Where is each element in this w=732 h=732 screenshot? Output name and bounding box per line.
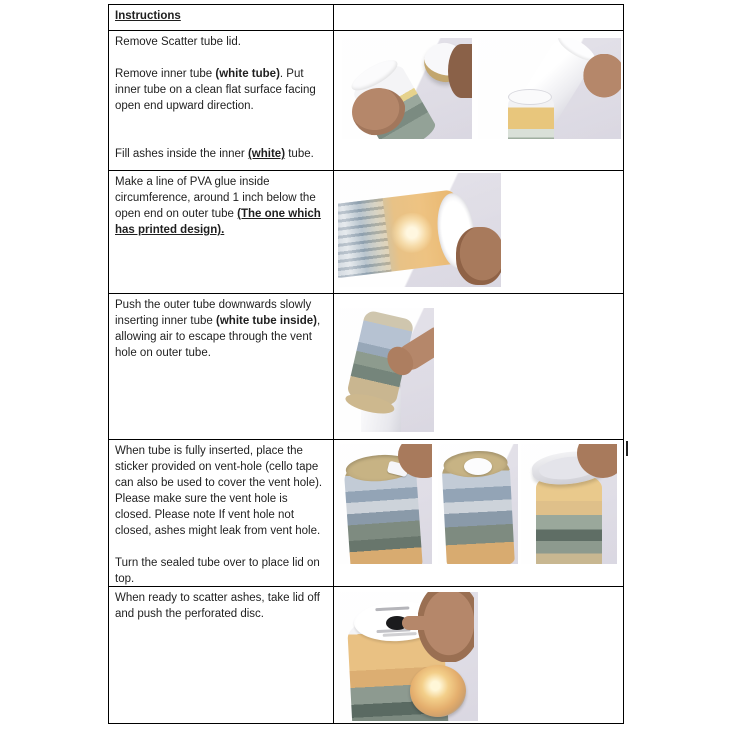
tube-graphic xyxy=(536,472,602,564)
step-2-photo-cell[interactable] xyxy=(334,171,623,293)
table-row xyxy=(109,294,623,440)
paragraph xyxy=(115,50,327,66)
step-3-text-cell[interactable] xyxy=(109,294,334,439)
photo-lid-on[interactable] xyxy=(521,444,617,564)
step-1-text-cell[interactable] xyxy=(109,31,334,170)
text-insertion-caret xyxy=(626,441,628,456)
table-header-row xyxy=(109,5,623,31)
instructions-heading: Instructions xyxy=(115,10,181,22)
step-4-photo-cell[interactable] xyxy=(334,440,623,586)
paragraph: When tube is fully inserted, place the sticker provided on vent-hole (cello tape can also be used to cover the vent hole). Please make sure the vent hole is closed. Please note If vent hole not closed, ashes might leak from vent hole. xyxy=(115,445,323,537)
step-5-text-cell[interactable] xyxy=(109,587,334,723)
header-cell[interactable] xyxy=(109,5,334,30)
hand-left-graphic xyxy=(352,88,406,136)
table-row xyxy=(109,440,623,587)
step-5-photo-cell[interactable] xyxy=(334,587,623,723)
photo-sticker-hand[interactable] xyxy=(337,444,432,564)
hand-graphic xyxy=(456,227,501,285)
sticker-graphic xyxy=(464,458,492,475)
standing-tube-graphic xyxy=(508,97,554,139)
paragraph xyxy=(115,114,327,130)
photo-glue[interactable] xyxy=(338,173,501,287)
table-row xyxy=(109,171,623,294)
paragraph: Push the outer tube downwards slowly inserting inner tube (white tube inside), allowing air to escape through the vent hole on outer tube. xyxy=(115,299,321,359)
step-3-photo-cell[interactable] xyxy=(334,294,623,439)
hand-right-graphic xyxy=(448,44,472,98)
photo-sticker-done[interactable] xyxy=(438,444,518,564)
photo-push-disc[interactable] xyxy=(338,592,478,721)
step-1-photo-cell[interactable] xyxy=(334,31,623,170)
paragraph: Make a line of PVA glue inside circumference, around 1 inch below the open end on outer tube (The one which has printed design). xyxy=(115,176,321,236)
paragraph: Fill ashes inside the inner (white) tube. xyxy=(115,148,314,160)
paragraph xyxy=(115,130,327,146)
paragraph xyxy=(115,539,327,555)
step-2-text-cell[interactable] xyxy=(109,171,334,293)
paragraph: When ready to scatter ashes, take lid off and push the perforated disc. xyxy=(115,592,320,620)
table-row xyxy=(109,587,623,723)
photo-remove-inner[interactable] xyxy=(478,38,621,139)
lid-flat-graphic xyxy=(410,665,466,717)
paragraph: Turn the sealed tube over to place lid on top. xyxy=(115,557,320,585)
step-4-text-cell[interactable] xyxy=(109,440,334,586)
photo-insert[interactable] xyxy=(339,308,434,432)
hand-graphic xyxy=(579,54,621,102)
header-cell-empty[interactable] xyxy=(334,5,623,30)
table-row xyxy=(109,31,623,171)
hand-graphic xyxy=(418,592,474,662)
photo-remove-lid[interactable] xyxy=(342,38,472,139)
paragraph: Remove Scatter tube lid. xyxy=(115,36,241,48)
instructions-table xyxy=(108,4,624,724)
paragraph: Remove inner tube (white tube). Put inner tube on a clean flat surface facing open end upward direction. xyxy=(115,68,316,112)
